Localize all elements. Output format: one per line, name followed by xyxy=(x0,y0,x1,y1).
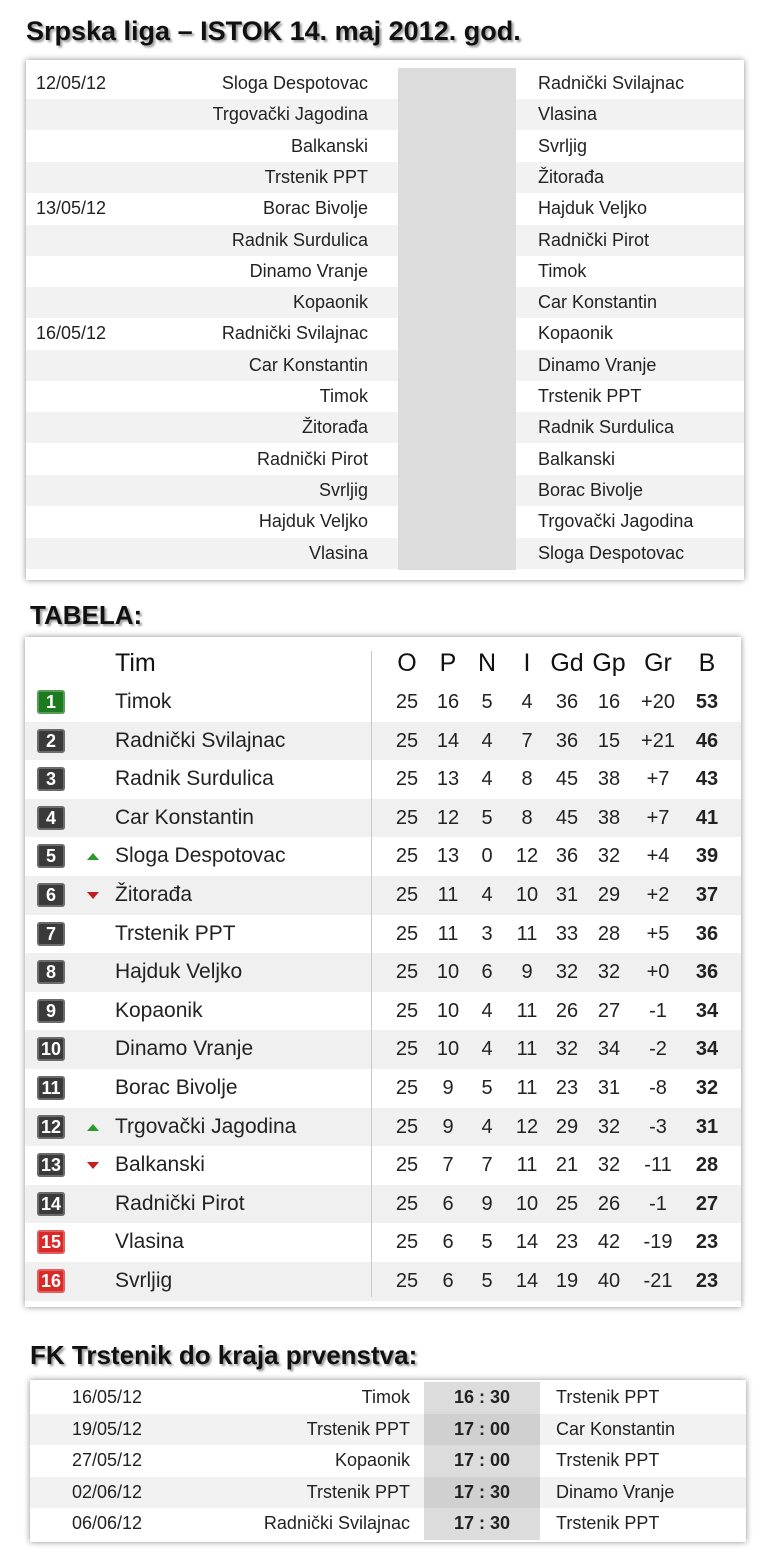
stat-losses: 12 xyxy=(515,845,539,868)
rank-badge: 4 xyxy=(37,806,65,830)
match-away-team: Hajduk Veljko xyxy=(538,198,648,219)
stat-played: 25 xyxy=(395,1038,419,1061)
stat-goals-conceded: 32 xyxy=(597,1154,621,1177)
match-row xyxy=(26,506,744,537)
stat-goals-scored: 33 xyxy=(555,922,579,945)
table-row xyxy=(25,953,741,992)
stat-played: 25 xyxy=(395,768,419,791)
stat-goal-diff: -19 xyxy=(643,1231,673,1254)
match-away-team: Timok xyxy=(538,260,587,281)
stat-goals-scored: 21 xyxy=(555,1154,579,1177)
stat-points: 32 xyxy=(695,1077,719,1099)
stat-losses: 10 xyxy=(515,884,539,906)
match-home-team: Sloga Despotovac xyxy=(221,73,368,93)
stat-goals-conceded: 42 xyxy=(597,1231,621,1254)
schedule-row xyxy=(30,1414,746,1445)
table-row xyxy=(25,1146,741,1185)
match-home-team: Trstenik PPT xyxy=(264,166,368,187)
schedule-row xyxy=(30,1445,746,1476)
schedule-date: 02/06/12 xyxy=(72,1481,143,1502)
stat-goals-conceded: 34 xyxy=(597,1038,621,1061)
match-away-team: Borac Bivolje xyxy=(538,479,644,500)
stat-goal-diff: +7 xyxy=(646,806,670,829)
stat-draws: 5 xyxy=(481,1270,493,1292)
stat-wins: 6 xyxy=(442,1270,454,1292)
match-home-team: Borac Bivolje xyxy=(262,198,368,219)
match-home-team: Kopaonik xyxy=(292,292,368,313)
stat-goal-diff: -2 xyxy=(649,1038,667,1061)
table-row xyxy=(25,1030,741,1069)
stat-points: 36 xyxy=(695,961,719,984)
stat-goals-conceded: 38 xyxy=(597,768,621,791)
match-away-team: Dinamo Vranje xyxy=(538,354,657,375)
header-goal-diff: Gr xyxy=(644,649,672,677)
match-row xyxy=(26,99,744,130)
stat-draws: 4 xyxy=(481,999,493,1022)
header-points: B xyxy=(698,649,716,677)
standings-table xyxy=(25,637,741,1307)
match-away-team: Balkanski xyxy=(538,448,616,469)
schedule-date: 27/05/12 xyxy=(72,1450,143,1471)
rank-badge: 8 xyxy=(37,960,65,984)
rank-badge: 12 xyxy=(37,1115,65,1139)
stat-played: 25 xyxy=(395,1077,419,1099)
column-divider xyxy=(371,651,372,1297)
stat-goal-diff: -21 xyxy=(643,1270,673,1292)
table-row xyxy=(25,799,741,838)
schedule-date: 06/06/12 xyxy=(72,1513,143,1534)
match-home-team: Radnički Pirot xyxy=(256,448,368,469)
match-away-team: Radnik Surdulica xyxy=(538,417,675,438)
stat-goals-scored: 36 xyxy=(555,729,579,752)
trend-up-icon xyxy=(87,853,99,860)
match-date: 13/05/12 xyxy=(36,198,107,219)
stat-goals-conceded: 28 xyxy=(597,922,621,945)
rank-badge: 7 xyxy=(37,922,65,946)
stat-points: 31 xyxy=(695,1115,719,1138)
stat-draws: 5 xyxy=(481,806,493,829)
stat-played: 25 xyxy=(395,922,419,945)
stat-played: 25 xyxy=(395,1270,419,1292)
schedule-row xyxy=(30,1477,746,1508)
stat-goal-diff: +0 xyxy=(646,961,670,984)
schedule-home-team: Radnički Svilajnac xyxy=(263,1513,410,1534)
team-name: Žitorađa xyxy=(115,883,193,906)
stat-goals-conceded: 32 xyxy=(597,845,621,868)
match-home-team: Timok xyxy=(319,386,368,406)
table-row xyxy=(25,683,741,722)
stat-goals-scored: 31 xyxy=(555,884,579,906)
match-row xyxy=(26,162,744,193)
team-name: Trstenik PPT xyxy=(115,921,236,945)
match-row xyxy=(26,444,744,475)
stat-goals-conceded: 26 xyxy=(597,1192,621,1215)
table-row xyxy=(25,1262,741,1301)
stat-losses: 11 xyxy=(516,1038,538,1061)
stat-losses: 14 xyxy=(515,1231,539,1254)
stat-goal-diff: +21 xyxy=(641,729,675,752)
team-name: Radnik Surdulica xyxy=(115,767,274,791)
stat-goal-diff: -3 xyxy=(649,1115,667,1138)
schedule-title: FK Trstenik do kraja prvenstva: xyxy=(30,1340,418,1370)
stat-draws: 3 xyxy=(481,922,493,945)
match-home-team: Vlasina xyxy=(308,542,368,563)
stat-goals-scored: 45 xyxy=(555,806,579,829)
stat-points: 36 xyxy=(695,922,719,945)
team-name: Dinamo Vranje xyxy=(115,1037,254,1061)
stat-goals-scored: 25 xyxy=(555,1192,579,1215)
stat-goals-conceded: 32 xyxy=(597,1115,621,1138)
stat-goals-scored: 32 xyxy=(555,961,579,984)
stat-wins: 11 xyxy=(437,922,459,945)
match-date: 16/05/12 xyxy=(36,323,107,344)
match-away-team: Trstenik PPT xyxy=(538,386,642,406)
match-away-team: Trgovački Jagodina xyxy=(538,511,694,532)
trend-down-icon xyxy=(87,892,99,899)
stat-wins: 13 xyxy=(436,768,460,791)
match-away-team: Vlasina xyxy=(538,104,598,125)
rank-badge: 13 xyxy=(37,1153,65,1177)
stat-goals-scored: 36 xyxy=(555,691,579,713)
table-row xyxy=(25,1069,741,1108)
match-row xyxy=(26,225,744,256)
stat-wins: 10 xyxy=(436,999,460,1022)
stat-losses: 10 xyxy=(515,1192,539,1215)
rank-badge: 6 xyxy=(37,883,65,907)
stat-goals-scored: 29 xyxy=(555,1115,579,1138)
match-home-team: Hajduk Veljko xyxy=(258,511,368,532)
table-row xyxy=(25,722,741,761)
schedule-time: 16 : 30 xyxy=(453,1387,511,1407)
match-row xyxy=(26,287,744,318)
table-row xyxy=(25,760,741,799)
rank-badge: 9 xyxy=(37,999,65,1023)
match-away-team: Radnički Svilajnac xyxy=(538,73,685,93)
table-row xyxy=(25,992,741,1031)
stat-goal-diff: +5 xyxy=(646,922,670,945)
header-team: Tim xyxy=(115,649,156,677)
stat-wins: 13 xyxy=(436,845,460,868)
match-away-team: Žitorađa xyxy=(538,166,605,187)
stat-points: 28 xyxy=(695,1154,719,1177)
match-home-team: Svrljig xyxy=(318,479,368,500)
trend-down-icon xyxy=(87,1162,99,1169)
schedule-time: 17 : 30 xyxy=(453,1481,511,1502)
stat-wins: 11 xyxy=(437,884,459,906)
stat-draws: 4 xyxy=(481,768,493,791)
stat-points: 23 xyxy=(695,1231,719,1254)
stat-draws: 0 xyxy=(481,845,493,868)
stat-losses: 7 xyxy=(521,729,533,752)
stat-goals-conceded: 16 xyxy=(597,691,621,713)
table-row xyxy=(25,1223,741,1262)
match-row xyxy=(26,131,744,162)
stat-played: 25 xyxy=(395,845,419,868)
stat-goals-conceded: 15 xyxy=(597,729,621,752)
rank-badge: 16 xyxy=(37,1269,65,1293)
schedule-home-team: Timok xyxy=(361,1387,410,1407)
match-row xyxy=(26,256,744,287)
page-title: Srpska liga – ISTOK 14. maj 2012. god. xyxy=(26,16,521,46)
trend-up-icon xyxy=(87,1124,99,1131)
match-away-team: Sloga Despotovac xyxy=(538,542,685,563)
match-home-team: Trgovački Jagodina xyxy=(212,104,368,125)
score-column xyxy=(398,68,516,570)
stat-played: 25 xyxy=(395,691,419,713)
stat-goals-conceded: 38 xyxy=(597,806,621,829)
schedule-row xyxy=(30,1508,746,1539)
schedule-date: 16/05/12 xyxy=(72,1387,143,1407)
stat-goal-diff: -1 xyxy=(649,999,667,1022)
stat-points: 37 xyxy=(695,884,719,906)
schedule-away-team: Dinamo Vranje xyxy=(556,1481,675,1502)
match-home-team: Žitorađa xyxy=(301,417,368,438)
stat-points: 43 xyxy=(695,768,719,791)
stat-goals-scored: 23 xyxy=(555,1231,579,1254)
stat-losses: 8 xyxy=(521,768,533,791)
schedule-row xyxy=(30,1382,746,1413)
stat-draws: 4 xyxy=(481,1038,493,1061)
stat-losses: 4 xyxy=(521,691,533,713)
match-away-team: Kopaonik xyxy=(538,323,614,344)
stat-goals-scored: 36 xyxy=(555,845,579,868)
team-name: Radnički Svilajnac xyxy=(115,728,286,752)
match-date: 12/05/12 xyxy=(36,73,107,93)
schedule-away-team: Trstenik PPT xyxy=(556,1513,660,1534)
table-row xyxy=(25,915,741,954)
match-row xyxy=(26,475,744,506)
stat-wins: 12 xyxy=(436,806,460,829)
stat-draws: 4 xyxy=(481,884,493,906)
stat-goals-scored: 32 xyxy=(555,1038,579,1061)
rank-badge: 2 xyxy=(37,729,65,753)
stat-goal-diff: +20 xyxy=(641,691,675,713)
stat-wins: 6 xyxy=(442,1192,454,1215)
header-played: O xyxy=(397,649,417,677)
match-row xyxy=(26,412,744,443)
rank-badge: 10 xyxy=(37,1037,65,1061)
header-goals-scored: Gd xyxy=(550,649,584,677)
match-row xyxy=(26,68,744,99)
stat-draws: 5 xyxy=(481,691,493,713)
stat-goals-scored: 26 xyxy=(555,999,579,1022)
stat-played: 25 xyxy=(395,1115,419,1138)
standings-header xyxy=(25,637,741,683)
schedule-time: 17 : 30 xyxy=(453,1513,511,1534)
stat-draws: 7 xyxy=(481,1154,493,1177)
schedule-time: 17 : 00 xyxy=(453,1418,511,1439)
rank-badge: 14 xyxy=(37,1192,65,1216)
stat-draws: 5 xyxy=(481,1231,493,1254)
header-losses: I xyxy=(523,649,531,677)
rank-badge: 3 xyxy=(37,767,65,791)
header-goals-conceded: Gp xyxy=(592,649,626,677)
match-home-team: Car Konstantin xyxy=(248,354,368,375)
stat-wins: 10 xyxy=(436,1038,460,1061)
stat-points: 23 xyxy=(695,1270,719,1292)
stat-wins: 7 xyxy=(442,1154,454,1177)
stat-draws: 5 xyxy=(481,1077,493,1099)
stat-played: 25 xyxy=(395,884,419,906)
stat-played: 25 xyxy=(395,961,419,984)
stat-wins: 9 xyxy=(442,1115,454,1138)
schedule-away-team: Trstenik PPT xyxy=(556,1450,660,1471)
stat-points: 34 xyxy=(695,1038,719,1061)
rank-badge: 11 xyxy=(37,1076,65,1100)
table-row xyxy=(25,876,741,915)
team-name: Balkanski xyxy=(115,1153,205,1177)
stat-played: 25 xyxy=(395,729,419,752)
table-row xyxy=(25,1108,741,1147)
team-name: Trgovački Jagodina xyxy=(115,1114,297,1138)
stat-wins: 14 xyxy=(436,729,460,752)
stat-played: 25 xyxy=(395,806,419,829)
team-name: Svrljig xyxy=(115,1269,173,1292)
stat-goals-conceded: 31 xyxy=(597,1077,621,1099)
stat-wins: 6 xyxy=(442,1231,454,1254)
stat-goal-diff: +2 xyxy=(646,884,670,906)
stat-goals-conceded: 27 xyxy=(597,999,621,1022)
stat-losses: 8 xyxy=(521,806,533,829)
table-row xyxy=(25,837,741,876)
rank-badge: 1 xyxy=(37,690,65,714)
stat-played: 25 xyxy=(395,1231,419,1254)
stat-points: 39 xyxy=(695,845,719,868)
stat-points: 53 xyxy=(695,691,719,713)
match-home-team: Radnik Surdulica xyxy=(231,229,368,250)
stat-wins: 16 xyxy=(436,691,460,713)
match-home-team: Dinamo Vranje xyxy=(249,260,368,281)
stat-points: 41 xyxy=(695,806,719,829)
match-home-team: Balkanski xyxy=(290,135,368,156)
stat-losses: 12 xyxy=(515,1115,539,1138)
stat-goal-diff: +7 xyxy=(646,768,670,791)
table-row xyxy=(25,1185,741,1224)
stat-losses: 11 xyxy=(516,999,538,1022)
stat-wins: 10 xyxy=(436,961,460,984)
rank-badge: 5 xyxy=(37,844,65,868)
match-row xyxy=(26,350,744,381)
schedule-away-team: Trstenik PPT xyxy=(556,1387,660,1407)
schedule-home-team: Trstenik PPT xyxy=(306,1418,410,1439)
stat-points: 46 xyxy=(695,729,719,752)
rank-badge: 15 xyxy=(37,1230,65,1254)
stat-points: 27 xyxy=(695,1192,719,1215)
match-row xyxy=(26,193,744,224)
stat-points: 34 xyxy=(695,999,719,1022)
team-name: Sloga Despotovac xyxy=(115,844,286,868)
schedule-panel xyxy=(30,1380,746,1542)
stat-draws: 4 xyxy=(481,729,493,752)
stat-wins: 9 xyxy=(442,1077,454,1099)
stat-goal-diff: +4 xyxy=(646,845,670,868)
stat-losses: 9 xyxy=(521,961,533,984)
stat-draws: 9 xyxy=(481,1192,493,1215)
matches-panel xyxy=(26,60,744,580)
team-name: Radnički Pirot xyxy=(115,1191,245,1215)
stat-losses: 11 xyxy=(516,1154,538,1177)
stat-played: 25 xyxy=(395,999,419,1022)
stat-goals-conceded: 32 xyxy=(597,961,621,984)
team-name: Timok xyxy=(115,690,172,713)
match-away-team: Radnički Pirot xyxy=(538,229,650,250)
schedule-home-team: Kopaonik xyxy=(334,1450,410,1471)
schedule-away-team: Car Konstantin xyxy=(556,1418,676,1439)
stat-draws: 6 xyxy=(481,961,493,984)
stat-played: 25 xyxy=(395,1192,419,1215)
match-row xyxy=(26,381,744,412)
stat-goal-diff: -11 xyxy=(644,1154,672,1177)
stat-losses: 11 xyxy=(516,922,538,945)
stat-losses: 14 xyxy=(515,1270,539,1292)
stat-goals-scored: 45 xyxy=(555,768,579,791)
stat-goals-scored: 23 xyxy=(555,1077,579,1099)
team-name: Car Konstantin xyxy=(115,805,254,829)
team-name: Borac Bivolje xyxy=(115,1076,238,1099)
stat-draws: 4 xyxy=(481,1115,493,1138)
stat-losses: 11 xyxy=(516,1077,538,1099)
stat-goal-diff: -1 xyxy=(649,1192,667,1215)
table-title: TABELA: xyxy=(30,600,143,630)
match-row xyxy=(26,318,744,349)
team-name: Kopaonik xyxy=(115,998,203,1022)
schedule-time: 17 : 00 xyxy=(453,1450,511,1471)
stat-goals-scored: 19 xyxy=(555,1270,579,1292)
team-name: Vlasina xyxy=(115,1230,184,1254)
stat-played: 25 xyxy=(395,1154,419,1177)
schedule-home-team: Trstenik PPT xyxy=(306,1481,410,1502)
stat-goal-diff: -8 xyxy=(649,1077,667,1099)
header-wins: P xyxy=(439,649,457,677)
stat-goals-conceded: 40 xyxy=(597,1270,621,1292)
match-away-team: Svrljig xyxy=(538,135,588,156)
team-name: Hajduk Veljko xyxy=(115,960,243,984)
header-draws: N xyxy=(477,649,497,677)
match-row xyxy=(26,538,744,569)
stat-goals-conceded: 29 xyxy=(597,884,621,906)
match-away-team: Car Konstantin xyxy=(538,292,658,313)
schedule-date: 19/05/12 xyxy=(72,1418,143,1439)
match-home-team: Radnički Svilajnac xyxy=(221,323,368,344)
